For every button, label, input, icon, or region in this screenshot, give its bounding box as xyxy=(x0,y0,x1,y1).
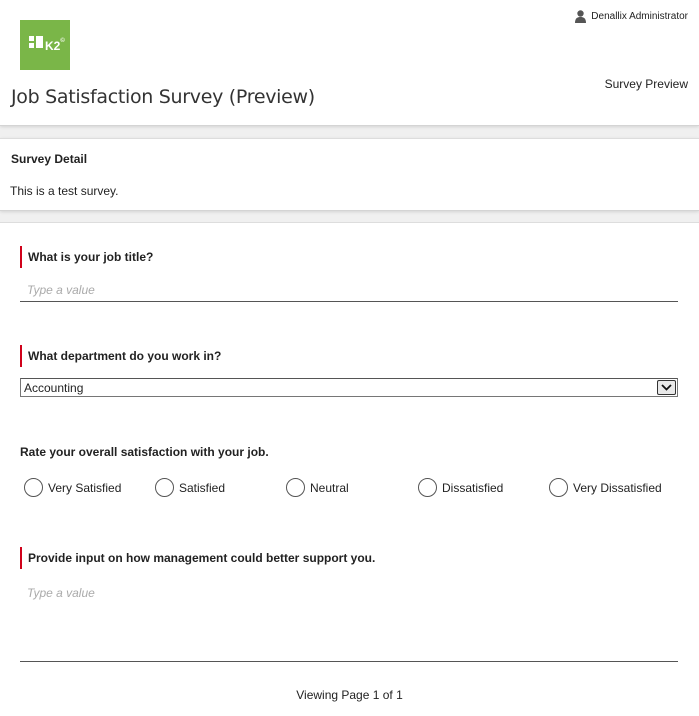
radio-label: Satisfied xyxy=(179,480,226,495)
department-selected-value: Accounting xyxy=(24,381,84,395)
radio-circle[interactable] xyxy=(549,478,568,497)
question-text: What department do you work in? xyxy=(28,349,222,363)
question-job-title-label xyxy=(20,246,153,268)
logo-square xyxy=(36,36,43,48)
page-indicator: Viewing Page 1 of 1 xyxy=(296,688,403,702)
department-select[interactable] xyxy=(20,378,678,397)
survey-description: This is a test survey. xyxy=(10,184,119,198)
page-header xyxy=(0,0,699,126)
satisfaction-radio-group xyxy=(24,478,684,498)
management-input[interactable] xyxy=(20,578,678,662)
user-name: Denallix Administrator xyxy=(591,11,688,22)
radio-very-satisfied[interactable] xyxy=(24,478,121,497)
radio-circle[interactable] xyxy=(155,478,174,497)
logo-square xyxy=(29,43,34,48)
question-text: Provide input on how management could better support you. xyxy=(28,551,376,565)
logo-text: K2© xyxy=(45,38,65,53)
question-text: What is your job title? xyxy=(28,250,154,264)
logo-square xyxy=(29,36,34,41)
user-menu[interactable] xyxy=(575,10,688,23)
question-text: Rate your overall satisfaction with your job. xyxy=(20,445,269,459)
survey-preview-label: Survey Preview xyxy=(604,77,688,91)
radio-label: Very Satisfied xyxy=(48,480,122,495)
question-department-label xyxy=(20,345,221,367)
radio-label: Dissatisfied xyxy=(442,480,504,495)
radio-satisfied[interactable] xyxy=(155,478,225,497)
job-title-input[interactable] xyxy=(20,278,678,302)
question-management-label xyxy=(20,547,375,569)
radio-circle[interactable] xyxy=(24,478,43,497)
question-satisfaction-label xyxy=(20,444,269,460)
page-title: Job Satisfaction Survey (Preview) xyxy=(11,86,315,108)
survey-detail-panel xyxy=(0,138,699,211)
radio-label: Neutral xyxy=(310,480,349,495)
radio-dissatisfied[interactable] xyxy=(418,478,503,497)
k2-logo xyxy=(20,20,70,70)
user-icon xyxy=(575,10,586,23)
survey-detail-heading: Survey Detail xyxy=(11,152,88,166)
survey-form xyxy=(0,222,699,716)
chevron-down-icon[interactable] xyxy=(657,380,676,395)
radio-neutral[interactable] xyxy=(286,478,349,497)
radio-circle[interactable] xyxy=(418,478,437,497)
radio-very-dissatisfied[interactable] xyxy=(549,478,662,497)
radio-circle[interactable] xyxy=(286,478,305,497)
radio-label: Very Dissatisfied xyxy=(573,480,662,495)
